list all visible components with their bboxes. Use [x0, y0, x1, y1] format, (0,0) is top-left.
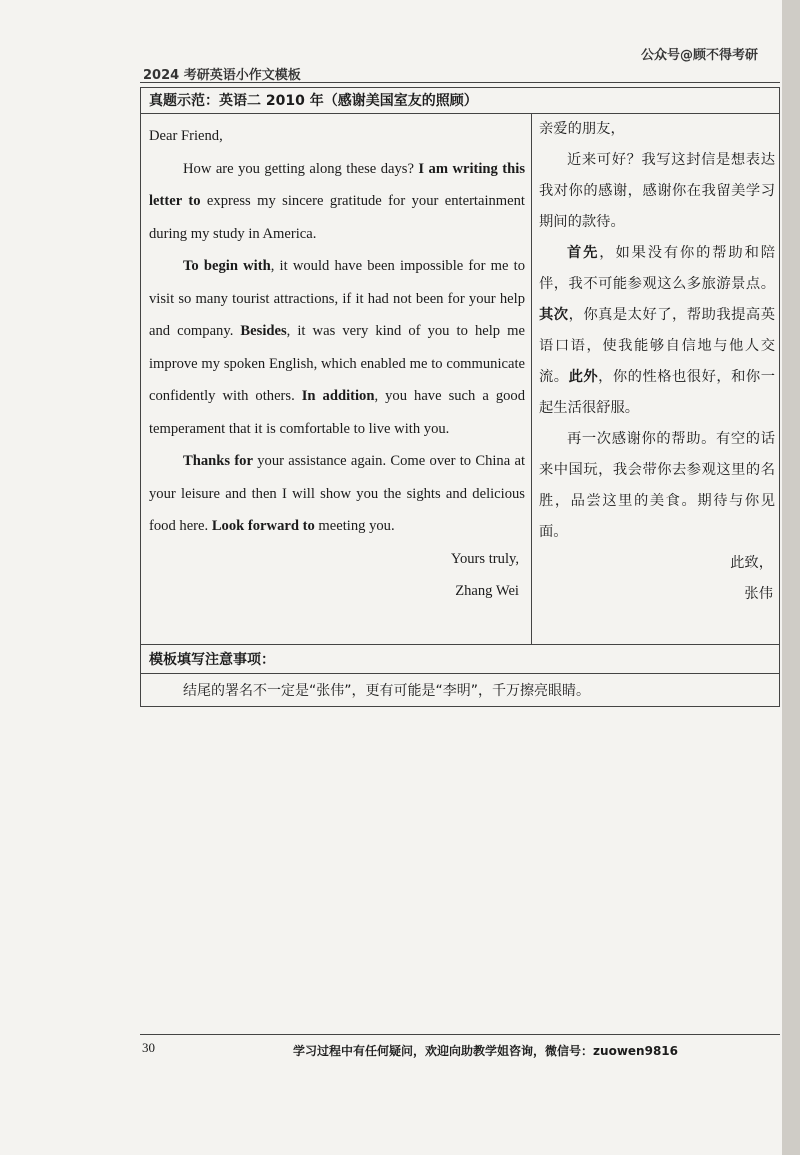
english-paragraph-3: Thanks for your assistance again. Come over to China at your leisure and then I will show you the sights and delicious food here. Look forward to meeting you. [149, 453, 526, 534]
footer-contact: 学习过程中有任何疑问，欢迎向助教学姐咨询，微信号：zuowen9816 [293, 1044, 678, 1058]
chinese-salutation: 亲爱的朋友， [539, 121, 625, 137]
chinese-translation [539, 114, 775, 610]
sample-essay-table [140, 87, 780, 707]
english-letter [149, 120, 525, 608]
chinese-signature: 张伟 [744, 586, 773, 602]
english-salutation: Dear Friend, [149, 128, 223, 144]
english-paragraph-1: How are you getting along these days? I am writing this letter to express my sincere gratitude for your entertainment during my study in America. [149, 160, 525, 242]
notes-text: 结尾的署名不一定是“张伟”，更有可能是“李明”，千万擦亮眼睛。 [183, 683, 591, 699]
page-number: 30 [142, 1040, 155, 1055]
chinese-paragraph-1: 近来可好？我写这封信是想表达我对你的感谢，感谢你在我留美学习期间的款待。 [539, 152, 775, 230]
notes-heading: 模板填写注意事项： [141, 644, 779, 674]
footer-rule [140, 1034, 780, 1035]
english-closing: Yours truly, [450, 550, 519, 567]
header-rule [140, 82, 780, 83]
chinese-paragraph-3: 再一次感谢你的帮助。有空的话来中国玩，我会带你去参观这里的名胜，品尝这里的美食。期待与你见面。 [539, 431, 775, 540]
header-watermark: 公众号@顾不得考研 [640, 48, 758, 63]
chinese-closing: 此致， [730, 555, 773, 571]
chinese-paragraph-2: 首先，如果没有你的帮助和陪伴，我不可能参观这么多旅游景点。其次，你真是太好了，帮助我提高英语口语，使我能够自信地与他人交流。此外，你的性格也很好，和你一起生活很舒服。 [539, 245, 776, 416]
english-signature: Zhang Wei [455, 583, 519, 599]
header-book-title: 2024 考研英语小作文模板 [143, 68, 301, 83]
column-divider [531, 114, 532, 644]
english-paragraph-2: To begin with, it would have been impossible for me to visit so many tourist attractions, if it had not been for your help and company. Besides, it was very kind of you to help me improve my spoken English, which enabled me to communicate confidently with others. In addition, you have such a good temperament that it is comfortable to live with you. [149, 258, 526, 437]
table-title: 真题示范：英语二 2010 年（感谢美国室友的照顾） [141, 88, 779, 114]
